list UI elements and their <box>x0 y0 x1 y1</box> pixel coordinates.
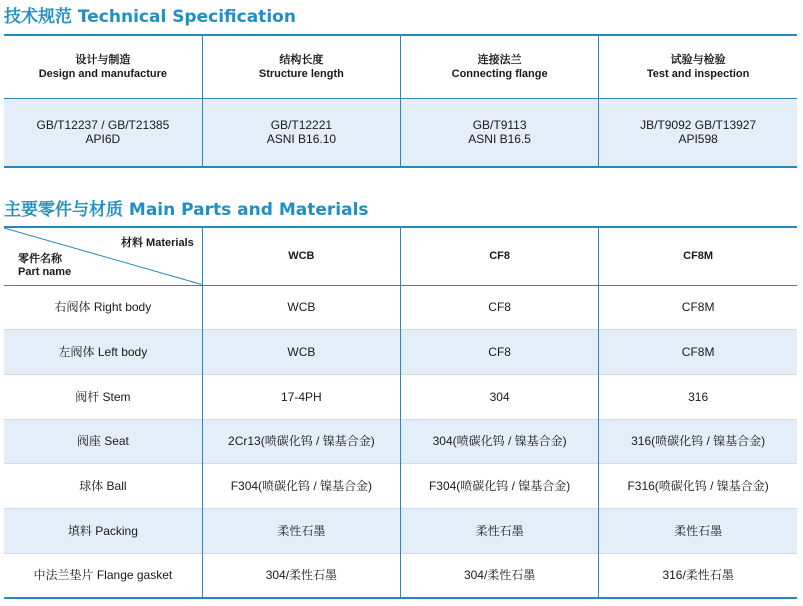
table-row <box>4 98 797 167</box>
material-cell-cf8m: 柔性石墨 <box>599 508 797 553</box>
spec-header-design-cn: 设计与制造 <box>75 53 131 66</box>
column-header-wcb: WCB <box>202 227 400 285</box>
spec-value-line: GB/T9113 <box>472 118 527 133</box>
material-cell-cf8: 304 <box>401 374 599 419</box>
material-cell-cf8m: 316/柔性石墨 <box>599 553 797 598</box>
spec-value-line: API598 <box>678 132 718 147</box>
spec-value-line: GB/T12221 <box>270 118 333 133</box>
material-cell-cf8m: 316 <box>599 374 797 419</box>
material-cell-cf8m: 316(喷碳化钨 / 镍基合金) <box>599 419 797 464</box>
spec-value-line: API6D <box>85 132 121 147</box>
corner-part-name-label <box>18 253 71 279</box>
material-cell-wcb: 2Cr13(喷碳化钨 / 镍基合金) <box>202 419 400 464</box>
spec-section-title: 技术规范 Technical Specification <box>4 7 296 27</box>
material-cell-cf8: 304(喷碳化钨 / 镍基合金) <box>401 419 599 464</box>
spec-value-length <box>202 98 400 167</box>
material-cell-wcb: WCB <box>202 330 400 375</box>
table-row <box>4 374 797 419</box>
spec-header-flange-cn: 连接法兰 <box>477 53 522 66</box>
materials-corner-header <box>4 227 202 285</box>
spec-value-flange <box>401 98 599 167</box>
material-cell-cf8: CF8 <box>401 330 599 375</box>
spec-header-design <box>4 35 202 98</box>
material-cell-cf8: 304/柔性石墨 <box>401 553 599 598</box>
technical-spec-table <box>4 34 797 168</box>
part-name-cell: 右阀体 Right body <box>4 285 202 330</box>
material-cell-cf8: CF8 <box>401 285 599 330</box>
spec-header-test <box>599 35 797 98</box>
spec-value-line: ASNI B16.10 <box>266 132 337 147</box>
material-cell-cf8: 柔性石墨 <box>401 508 599 553</box>
table-row <box>4 508 797 553</box>
part-name-cell: 中法兰垫片 Flange gasket <box>4 553 202 598</box>
material-cell-wcb: F304(喷碳化钨 / 镍基合金) <box>202 464 400 509</box>
spec-value-line: JB/T9092 GB/T13927 <box>640 118 757 133</box>
spec-header-design-en: Design and manufacture <box>38 67 168 80</box>
materials-section-title: 主要零件与材质 Main Parts and Materials <box>4 200 369 220</box>
spec-header-length-cn: 结构长度 <box>279 53 324 66</box>
material-cell-wcb: 17-4PH <box>202 374 400 419</box>
spec-value-line: ASNI B16.5 <box>468 132 531 147</box>
part-name-cell: 阀杆 Stem <box>4 374 202 419</box>
spec-header-length <box>202 35 400 98</box>
spec-header-test-en: Test and inspection <box>646 67 750 80</box>
spec-header-flange-en: Connecting flange <box>451 67 548 80</box>
spec-value-line: GB/T12237 / GB/T21385 <box>36 118 170 133</box>
table-row <box>4 330 797 375</box>
spec-header-flange <box>401 35 599 98</box>
part-name-cell: 左阀体 Left body <box>4 330 202 375</box>
corner-part-name-en: Part name <box>18 265 72 278</box>
corner-materials-label: 材料 Materials <box>121 237 194 249</box>
part-name-cell: 球体 Ball <box>4 464 202 509</box>
spec-value-test <box>599 98 797 167</box>
material-cell-wcb: WCB <box>202 285 400 330</box>
material-cell-wcb: 柔性石墨 <box>202 508 400 553</box>
column-header-cf8m: CF8M <box>599 227 797 285</box>
spec-header-length-en: Structure length <box>258 67 344 80</box>
column-header-cf8: CF8 <box>401 227 599 285</box>
material-cell-wcb: 304/柔性石墨 <box>202 553 400 598</box>
material-cell-cf8m: CF8M <box>599 285 797 330</box>
materials-table <box>4 226 797 599</box>
material-cell-cf8: F304(喷碳化钨 / 镍基合金) <box>401 464 599 509</box>
part-name-cell: 填料 Packing <box>4 508 202 553</box>
table-row <box>4 285 797 330</box>
spec-header-test-cn: 试验与检验 <box>670 53 726 66</box>
spec-value-design <box>4 98 202 167</box>
part-name-cell: 阀座 Seat <box>4 419 202 464</box>
material-cell-cf8m: CF8M <box>599 330 797 375</box>
table-row <box>4 464 797 509</box>
material-cell-cf8m: F316(喷碳化钨 / 镍基合金) <box>599 464 797 509</box>
table-row <box>4 553 797 598</box>
corner-part-name-cn: 零件名称 <box>18 252 62 265</box>
table-row <box>4 419 797 464</box>
